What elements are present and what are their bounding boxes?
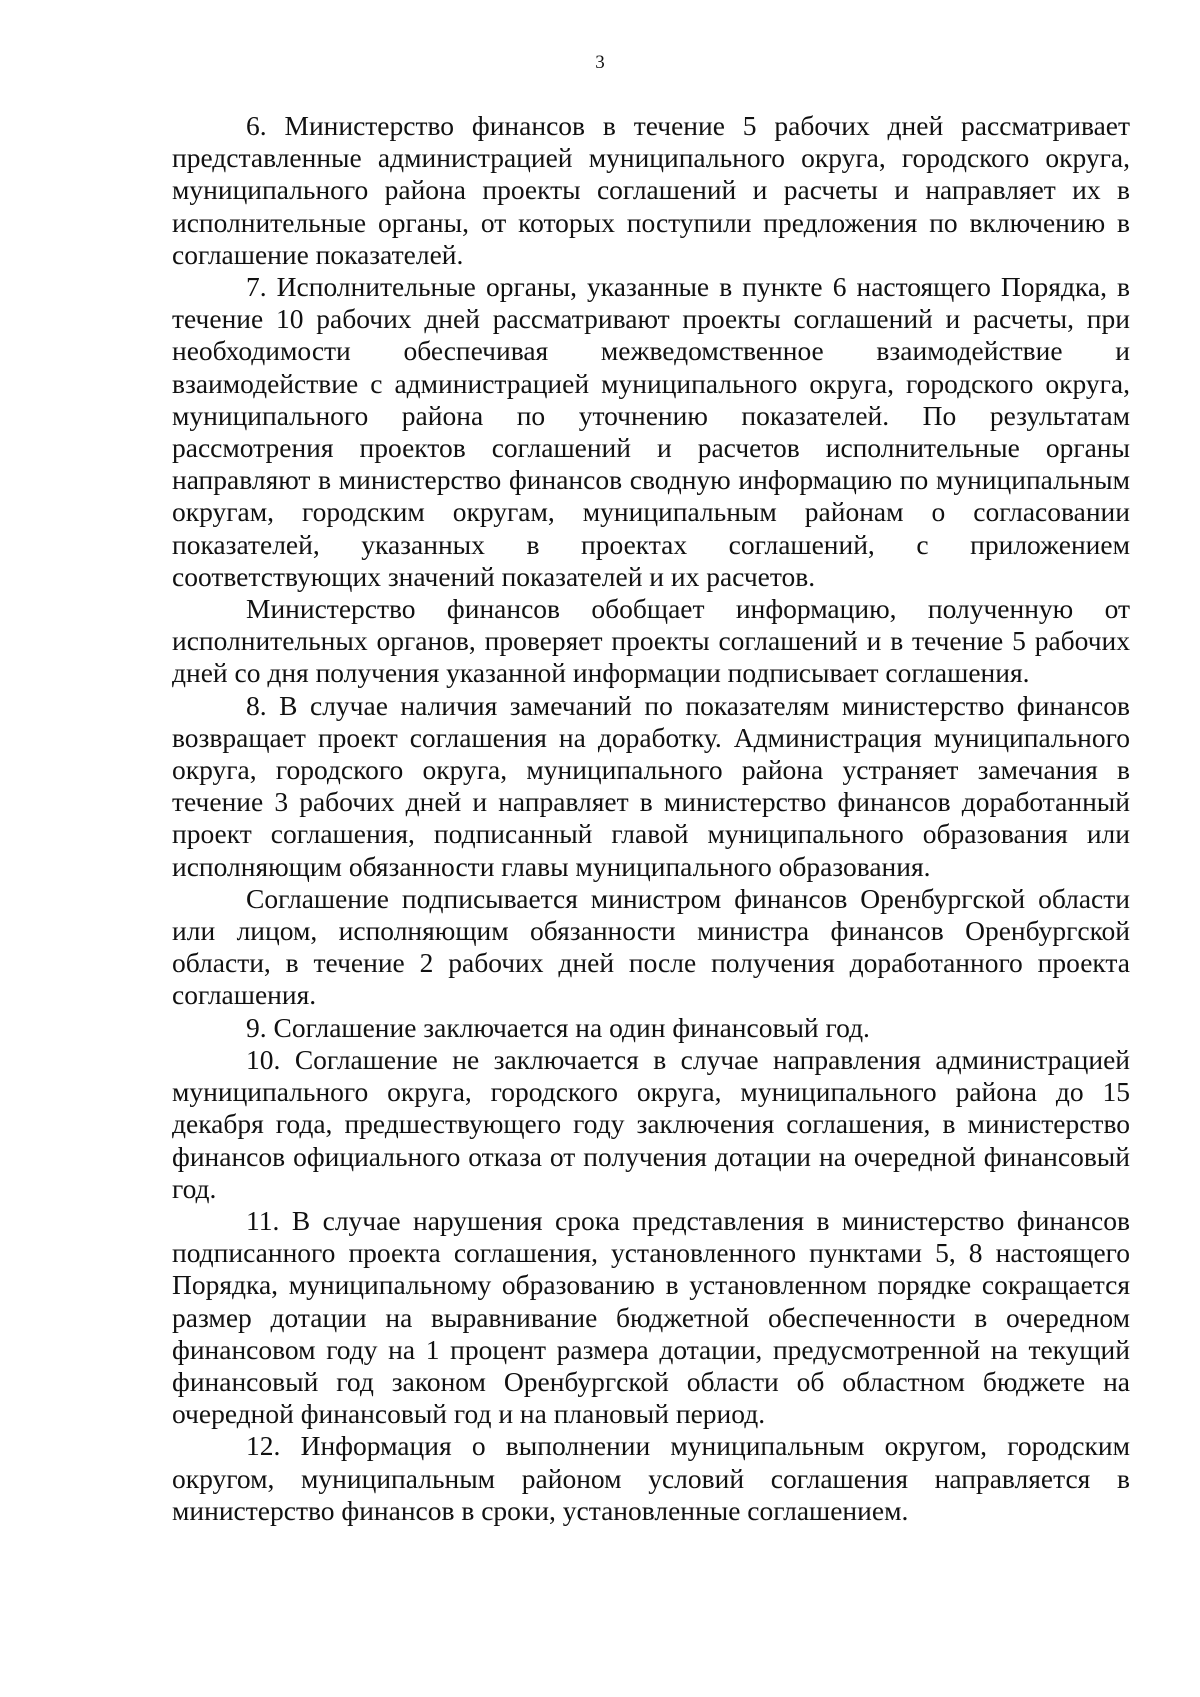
page-number: 3	[595, 52, 605, 73]
paragraph-item-8: 8. В случае наличия замечаний по показателям министерство финансов возвращает проект соглашения на доработку. Администрация муниципального округа, городского округа, муниципального района устраняет замечания в течение 3 рабочих дней и направляет в министерство финансов доработанный проект соглашения, подписанный главой муниципального образования или исполняющим обязанности главы муниципального образования.	[172, 689, 1130, 882]
paragraph-item-12: 12. Информация о выполнении муниципальным округом, городским округом, муниципальным районом условий соглашения направляется в министерство финансов в сроки, установленные соглашением.	[172, 1430, 1130, 1526]
paragraph-item-10: 10. Соглашение не заключается в случае направления администрацией муниципального округа, городского округа, муниципального района до 15 декабря года, предшествующего году заключения соглашения, в министерство финансов официального отказа от получения дотации на очередной финансовый год.	[172, 1043, 1130, 1204]
paragraph-item-8-continued: Соглашение подписывается министром финансов Оренбургской области или лицом, исполняющим обязанности министра финансов Оренбургской области, в течение 2 рабочих дней после получения доработанного проекта соглашения.	[172, 882, 1130, 1011]
paragraph-item-6: 6. Министерство финансов в течение 5 рабочих дней рассматривает представленные администрацией муниципального округа, городского округа, муниципального района проекты соглашений и расчеты и направляет их в исполнительные органы, от которых поступили предложения по включению в соглашение показателей.	[172, 110, 1130, 270]
paragraph-item-7-continued: Министерство финансов обобщает информацию, полученную от исполнительных органов, проверяет проекты соглашений и в течение 5 рабочих дней со дня получения указанной информации подписывает соглашения.	[172, 593, 1130, 689]
document-body	[172, 110, 1130, 1527]
paragraph-item-11: 11. В случае нарушения срока представления в министерство финансов подписанного проекта соглашения, установленного пунктами 5, 8 настоящего Порядка, муниципальному образованию в установленном порядке сокращается размер дотации на выравнивание бюджетной обеспеченности в очередном финансовом году на 1 процент размера дотации, предусмотренной на текущий финансовый год законом Оренбургской области об областном бюджете на очередной финансовый год и на плановый период.	[172, 1204, 1130, 1430]
paragraph-item-7: 7. Исполнительные органы, указанные в пункте 6 настоящего Порядка, в течение 10 рабочих дней рассматривают проекты соглашений и расчеты, при необходимости обеспечивая межведомственное взаимодействие и взаимодействие с администрацией муниципального округа, городского округа, муниципального района по уточнению показателей. По результатам рассмотрения проектов соглашений и расчетов исполнительные органы направляют в министерство финансов сводную информацию по муниципальным округам, городским округам, муниципальным районам о согласовании показателей, указанных в проектах соглашений, с приложением соответствующих значений показателей и их расчетов.	[172, 271, 1130, 592]
paragraph-item-9: 9. Соглашение заключается на один финансовый год.	[246, 1011, 870, 1043]
